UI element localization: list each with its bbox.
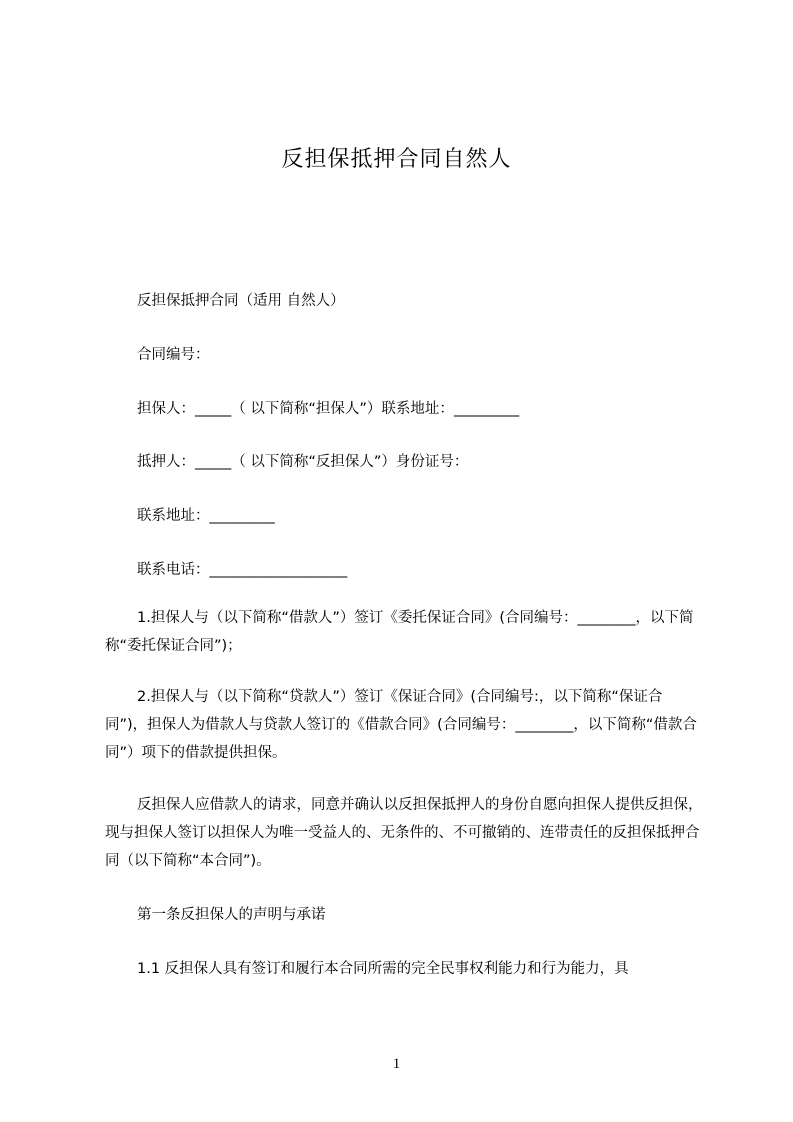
contract-subtitle: 反担保抵押合同（适用 自然人） [137,293,345,309]
clause-item-2: 2.担保人与（以下简称“贷款人”）签订《保证合同》(合同编号:，以下简称“保证合同”)，担保人为借款人与贷款人签订的《借款合同》(合同编号：________，以下简称“借款合同”）项下的借款提供担保。 [105,689,697,761]
page-number: 1 [392,1056,401,1072]
article-1-1-line: 1.1 反担保人具有签订和履行本合同所需的完全民事权利能力和行为能力，具 [137,961,629,977]
contract-number-line: 合同编号： [137,347,210,363]
guarantor-line: 担保人：_____（ 以下简称“担保人”）联系地址：_________ [137,401,520,417]
phone-line: 联系电话：___________________ [137,562,348,578]
clause-item-1: 1.担保人与（以下简称“借款人”）签订《委托保证合同》(合同编号：________，以下简称“委托保证合同”)； [105,610,694,654]
mortgagor-line: 抵押人：_____（ 以下简称“反担保人”）身份证号： [137,454,469,470]
intro-paragraph: 反担保人应借款人的请求，同意并确认以反担保抵押人的身份自愿向担保人提供反担保，现与担保人签订以担保人为唯一受益人的、无条件的、不可撤销的、连带责任的反担保抵押合同（以下简称“本合同”)。 [105,797,703,869]
document-title: 反担保抵押合同自然人 [281,147,512,172]
address-line: 联系地址：_________ [137,508,275,524]
article-1-heading: 第一条反担保人的声明与承诺 [137,907,326,923]
